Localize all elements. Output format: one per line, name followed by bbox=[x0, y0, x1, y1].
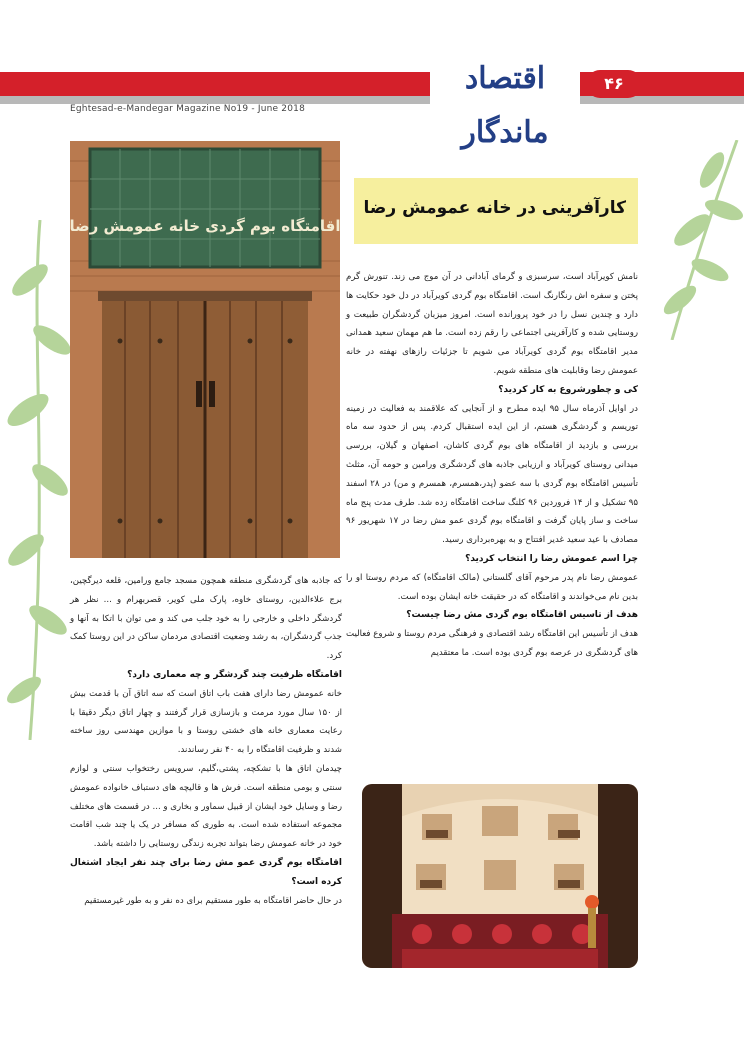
question-heading: هدف از تاسیس اقامتگاه بوم گردی مش رضا چیست؟ bbox=[406, 610, 638, 621]
room-photo bbox=[362, 784, 638, 968]
left-column bbox=[70, 572, 342, 910]
paragraph: خانه عمومش رضا دارای هفت باب اتاق است که سه اتاق آن با قدمت بیش از ۱۵۰ سال مورد مرمت و بازسازی قرار گرفتند و چهار اتاق دیگر دقیقا با رعایت معماری خانه های خشتی روستا و با موازین مهندسی روز ساخته شدند و ظرفیت اقامتگاه را به ۴۰ نفر رساندند. bbox=[70, 688, 342, 756]
issue-line: Eghtesad-e-Mandegar Magazine No19 - June 2018 bbox=[70, 104, 306, 114]
door-photo bbox=[70, 141, 340, 558]
title-highlight bbox=[354, 178, 638, 244]
paragraph: در حال حاضر اقامتگاه به طور مستقیم برای ده نفر و به طور غیرمستقیم bbox=[84, 895, 342, 906]
leaf-decoration-right bbox=[652, 140, 744, 340]
paragraph: که جاذبه های گردشگری منطقه همچون مسجد جامع ورامین، قلعه دیرگچین، برج علاءالدین، روستای خاوه، پارک ملی کویر، قصربهرام و ... نظر هر گردشگر داخلی و خارجی را به خود جلب می کند و می توان با اتکا به آنها و جذب گردشگران، به رشد وضعیت اقتصادی مردمان ساکن در این روستا کمک کرد. bbox=[70, 576, 342, 662]
door-sign-text: اقامتگاه بوم گردی خانه عمومش رضا bbox=[70, 217, 340, 235]
question-heading: اقامتگاه ظرفیت چند گردشگر و چه معماری دارد؟ bbox=[127, 669, 342, 680]
question-heading: کی و چطورشروع به کار کردید؟ bbox=[498, 384, 638, 395]
page-number: ۴۶ bbox=[586, 70, 642, 98]
paragraph: در اوایل آذرماه سال ۹۵ ایده مطرح و از آنجایی که علاقمند به فعالیت در زمینه توریسم و گردشگری هستم، از این ایده استقبال کردم. پس از حدود سه ماه بررسی و بازدید از اقامتگاه های بوم گردی کاشان، اصفهان و گیلان، بررسی میدانی روستای کویرآباد و ارزیابی جاذبه های گردشگری ورامین و حومه آن، مثلث تأسیس اقامتگاه بوم گردی با سه عضو (پدر،همسرم، همسرم و من) در ۲۸ اسفند ۹۵ تشکیل و از ۱۴ فروردین ۹۶ کلنگ ساخت اقامتگاه زده شد. طرف مدت پنج ماه ساخت و ساز پایان گرفت و اقامتگاه بوم گردی عمو مش رضا در ۱۷ شهریور ۹۶ مصادف با عید سعید غدیر افتتاح و به بهره‌برداری رسید. bbox=[346, 403, 638, 546]
question-heading: اقامتگاه بوم گردی عمو مش رضا برای چند نفر ایجاد اشتغال کرده است؟ bbox=[70, 857, 342, 887]
header-red-block bbox=[650, 72, 744, 96]
paragraph: چیدمان اتاق ها با تشکچه، پشتی،گلیم، سرویس رختخواب سنتی و لوازم سنتی و بومی منطقه است. فرش ها و قالیچه های دستباف خانواده عمومش رضا و وسایل خود ایشان از قبیل سماور و بخاری و ... در قسمت های مختلف مجموعه استفاده شده است. به طوری که مسافر در یک یا چند شب اقامت خود در خانه عمومش رضا بتواند تجربه زندگی روستایی را داشته باشد. bbox=[70, 763, 342, 850]
leaf-decoration-left bbox=[0, 220, 70, 740]
paragraph: هدف از تأسیس این اقامتگاه رشد اقتصادی و فرهنگی مردم روستا و شروع فعالیت های گردشگری در عرصه بوم گردی بوده است. ما معتقدیم bbox=[346, 629, 638, 658]
right-column bbox=[346, 268, 638, 663]
question-heading: چرا اسم عمومش رضا را انتخاب کردید؟ bbox=[465, 553, 638, 564]
magazine-logo: اقتصاد ماندگار bbox=[430, 52, 580, 104]
paragraph: نامش کویرآباد است، سرسبزی و گرمای آبادانی در آن موج می زند. تنورش گرم پختن و سفره اش رنگارنگ است. اقامتگاه بوم گردی کویرآباد در دل خود حکایت ها دارد و چندین نسل را در خود پرورانده است. امروز میزبان گردشگران طبیعت و روستایی شده و کارآفرینی اجتماعی را رقم زده است. ما هم مهمان سعید همدانی مدیر اقامتگاه بوم گردی کویرآباد می شویم تا جزئیات رازهای نهفته در خانه عمومش رضا وقابلیت های منطقه شویم. bbox=[346, 272, 638, 376]
article-title: کارآفرینی در خانه عمومش رضا bbox=[363, 198, 626, 218]
paragraph: عمومش رضا نام پدر مرحوم آقای گلستانی (مالک اقامتگاه) که مردم روستا او را بدین نام می‌خواندند و اقامتگاه که در حقیقت خانه ایشان بوده است. bbox=[346, 572, 638, 602]
